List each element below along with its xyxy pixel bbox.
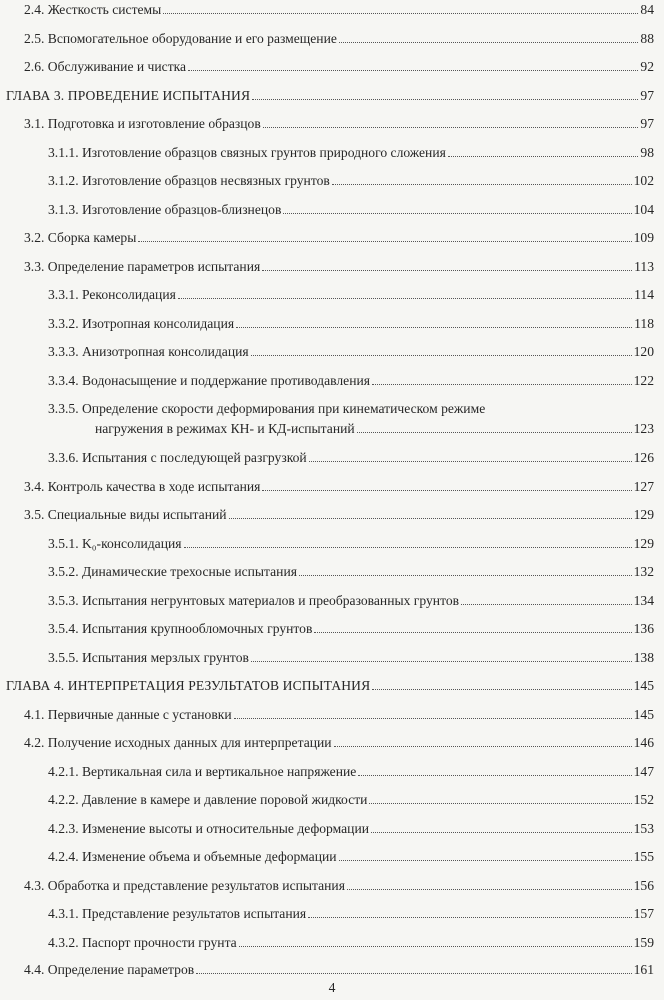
toc-leader-dots [332, 184, 632, 185]
toc-entry [48, 564, 654, 580]
toc-entry [24, 479, 654, 495]
toc-entry-title: 3.2. Сборка камеры [24, 230, 137, 245]
toc-entry-page: 129 [633, 507, 654, 522]
toc-leader-dots [251, 355, 632, 356]
toc-entry-page: 109 [633, 230, 654, 245]
toc-entry-title: 2.5. Вспомогательное оборудование и его размещение [24, 31, 337, 46]
toc-entry-title: 3.5.5. Испытания мерзлых грунтов [48, 650, 249, 665]
toc-entry-page: 114 [634, 287, 654, 302]
toc-entry [48, 450, 654, 466]
toc-entry-page: 138 [633, 650, 654, 665]
toc-chapter [6, 88, 654, 104]
toc-entry-page: 161 [633, 962, 654, 977]
toc-entry-title: 4.2.2. Давление в камере и давление поровой жидкости [48, 792, 368, 807]
toc-entry-page: 102 [633, 173, 654, 188]
toc-leader-dots [178, 298, 632, 299]
toc-entry-title: 3.1.1. Изготовление образцов связных грунтов природного сложения [48, 145, 446, 160]
toc-leader-dots [309, 461, 632, 462]
toc-entry-page: 132 [633, 564, 654, 579]
toc-entry-page: 98 [640, 145, 654, 160]
toc-entry-page: 145 [633, 678, 654, 693]
toc-leader-dots [334, 746, 632, 747]
toc-leader-dots [372, 689, 631, 690]
toc-leader-dots [252, 99, 638, 100]
toc-leader-dots [372, 384, 632, 385]
toc-entry-page: 122 [633, 373, 654, 388]
toc-entry-page: 147 [633, 764, 654, 779]
toc-entry [48, 621, 654, 637]
toc-entry [48, 593, 654, 609]
toc-leader-dots [251, 661, 632, 662]
toc-leader-dots [234, 718, 632, 719]
toc-entry-page: 152 [633, 792, 654, 807]
toc-entry [48, 287, 654, 303]
toc-leader-dots [196, 973, 631, 974]
toc-leader-dots [339, 42, 639, 43]
toc-leader-dots [163, 13, 638, 14]
toc-chapter [6, 678, 654, 694]
toc-entry-page: 92 [640, 59, 654, 74]
toc-leader-dots [263, 127, 639, 128]
toc-entry-page: 159 [633, 935, 654, 950]
toc-entry-title: 4.3. Обработка и представление результатов испытания [24, 878, 345, 893]
toc-entry [48, 764, 654, 780]
toc-entry [48, 173, 654, 189]
toc-entry [24, 116, 654, 132]
toc-entry-title: 3.3.6. Испытания с последующей разгрузкой [48, 450, 307, 465]
toc-entry-page: 123 [633, 421, 654, 436]
toc-entry [48, 536, 654, 552]
toc-entry-title: 3.5. Специальные виды испытаний [24, 507, 227, 522]
toc-entry [24, 507, 654, 523]
toc-leader-dots [369, 803, 631, 804]
toc-entry-title: 2.6. Обслуживание и чистка [24, 59, 187, 74]
toc-entry [24, 59, 654, 75]
toc-leader-dots [357, 432, 632, 433]
toc-entry-page: 129 [633, 536, 654, 551]
toc-entry-title: 2.4. Жесткость системы [24, 2, 162, 17]
toc-entry-page: 113 [634, 259, 654, 274]
toc-entry [24, 259, 654, 275]
toc-entry-title: 3.3.1. Реконсолидация [48, 287, 176, 302]
toc-entry-title: 4.3.2. Паспорт прочности грунта [48, 935, 237, 950]
toc-entry [24, 878, 654, 894]
toc-entry [48, 344, 654, 360]
toc-leader-dots [371, 832, 632, 833]
toc-entry [24, 735, 654, 751]
page-number: 4 [328, 980, 336, 995]
toc-entry-page: 88 [640, 31, 654, 46]
toc-leader-dots [448, 156, 639, 157]
toc-entry-title: 3.3.5. Определение скорости деформирования при кинематическом режиме [48, 401, 486, 416]
toc-leader-dots [262, 270, 632, 271]
toc-entry-title: 3.4. Контроль качества в ходе испытания [24, 479, 261, 494]
toc-entry-page: 126 [633, 450, 654, 465]
toc-entry-page: 97 [640, 116, 654, 131]
toc-entry-title: 3.3. Определение параметров испытания [24, 259, 261, 274]
toc-entry [48, 145, 654, 161]
toc-entry-page: 145 [633, 707, 654, 722]
toc-entry-page: 156 [633, 878, 654, 893]
toc-leader-dots [314, 632, 631, 633]
toc-leader-dots [461, 604, 632, 605]
toc-entry-title: 4.2.4. Изменение объема и объемные деформации [48, 849, 337, 864]
toc-leader-dots [188, 70, 638, 71]
toc-entry-page: 120 [633, 344, 654, 359]
toc-entry [24, 31, 654, 47]
toc-entry [48, 821, 654, 837]
toc-entry-title: 4.2.3. Изменение высоты и относительные деформации [48, 821, 370, 836]
toc-entry-page: 136 [633, 621, 654, 636]
toc-entry-title: 3.1. Подготовка и изготовление образцов [24, 116, 261, 131]
toc-entry-title: 3.5.1. K₀-консолидация [48, 536, 182, 551]
toc-leader-dots [358, 775, 631, 776]
toc-entry-title: 4.4. Определение параметров [24, 962, 195, 977]
toc-entry [24, 2, 654, 18]
toc-entry-title: 4.1. Первичные данные с установки [24, 707, 232, 722]
toc-entry-page: 97 [640, 88, 654, 103]
toc-entry-title: 4.2.1. Вертикальная сила и вертикальное напряжение [48, 764, 357, 779]
toc-entry [48, 650, 654, 666]
toc-entry-page: 127 [633, 479, 654, 494]
toc-entry [48, 849, 654, 865]
toc-entry-page: 84 [640, 2, 654, 17]
toc-entry-title: 4.2. Получение исходных данных для интерпретации [24, 735, 332, 750]
toc-entry-page: 146 [633, 735, 654, 750]
toc-leader-dots [229, 518, 632, 519]
toc-entry [48, 316, 654, 332]
toc-entry-title-continued: нагружения в режимах КН- и КД-испытаний [95, 421, 355, 436]
toc-leader-dots [262, 490, 631, 491]
toc-entry-title: ГЛАВА 4. ИНТЕРПРЕТАЦИЯ РЕЗУЛЬТАТОВ ИСПЫТАНИЯ [6, 678, 371, 693]
toc-entry-page: 118 [634, 316, 654, 331]
toc-entry-title: 3.3.3. Анизотропная консолидация [48, 344, 249, 359]
toc-entry-title: 3.1.2. Изготовление образцов несвязных грунтов [48, 173, 330, 188]
toc-entry [48, 792, 654, 808]
toc-entry-page: 157 [633, 906, 654, 921]
toc-leader-dots [299, 575, 632, 576]
toc-entry-title: 3.5.4. Испытания крупнообломочных грунтов [48, 621, 313, 636]
toc-entry-page: 104 [633, 202, 654, 217]
toc-leader-dots [184, 547, 632, 548]
toc-leader-dots [239, 946, 632, 947]
toc-entry-multiline [48, 401, 654, 437]
toc-entry-title: 4.3.1. Представление результатов испытания [48, 906, 307, 921]
toc-entry-page: 134 [633, 593, 654, 608]
toc-entry-title: 3.1.3. Изготовление образцов-близнецов [48, 202, 282, 217]
toc-entry-page: 153 [633, 821, 654, 836]
toc-entry-title: 3.3.2. Изотропная консолидация [48, 316, 235, 331]
toc-leader-dots [339, 860, 632, 861]
toc-entry-page: 155 [633, 849, 654, 864]
toc-entry [48, 906, 654, 922]
toc-leader-dots [283, 213, 631, 214]
toc-entry [24, 230, 654, 246]
toc-leader-dots [308, 917, 631, 918]
toc-leader-dots [236, 327, 632, 328]
toc-leader-dots [138, 241, 631, 242]
toc-entry [48, 935, 654, 951]
toc-entry [48, 373, 654, 389]
toc-leader-dots [347, 889, 632, 890]
toc-entry [48, 202, 654, 218]
toc-entry-title: 3.5.3. Испытания негрунтовых материалов и преобразованных грунтов [48, 593, 460, 608]
toc-entry-title: 3.3.4. Водонасыщение и поддержание противодавления [48, 373, 370, 388]
toc-entry [24, 962, 654, 978]
toc-entry-title: ГЛАВА 3. ПРОВЕДЕНИЕ ИСПЫТАНИЯ [6, 88, 251, 103]
toc-entry [24, 707, 654, 723]
toc-entry-title: 3.5.2. Динамические трехосные испытания [48, 564, 297, 579]
